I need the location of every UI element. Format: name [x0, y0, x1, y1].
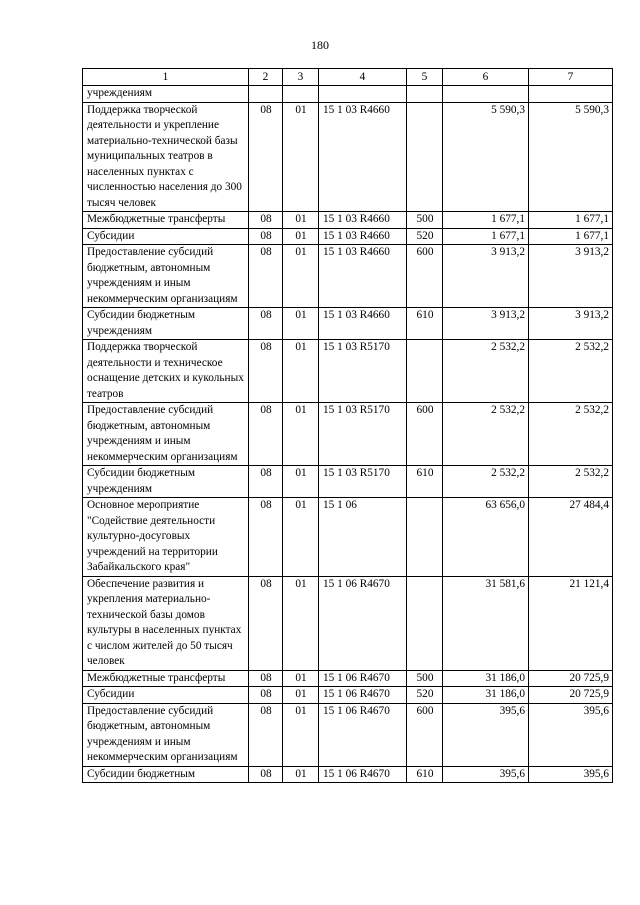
target-article-cell: 15 1 03 R5170 — [319, 340, 407, 403]
table-row — [83, 308, 613, 340]
column-header: 2 — [249, 69, 283, 86]
row-name-cell: Субсидии бюджетным учреждениям — [83, 466, 249, 498]
table-row — [83, 576, 613, 670]
subsection-code-cell: 01 — [283, 703, 319, 766]
expense-type-cell: 500 — [407, 212, 443, 229]
amount-year1-cell: 395,6 — [443, 703, 529, 766]
subsection-code-cell: 01 — [283, 687, 319, 704]
table-header-row — [83, 69, 613, 86]
amount-year2-cell: 2 532,2 — [529, 403, 613, 466]
table-row — [83, 212, 613, 229]
target-article-cell — [319, 86, 407, 103]
page-number: 180 — [311, 38, 329, 52]
subsection-code-cell: 01 — [283, 403, 319, 466]
row-name-cell: Поддержка творческой деятельности и укрепление материально-технической базы муниципальных театров в населенных пунктах с численностью населения до 300 тысяч человек — [83, 102, 249, 212]
expense-type-cell: 610 — [407, 308, 443, 340]
subsection-code-cell: 01 — [283, 466, 319, 498]
expense-type-cell — [407, 498, 443, 577]
amount-year1-cell: 395,6 — [443, 766, 529, 783]
section-code-cell: 08 — [249, 576, 283, 670]
amount-year2-cell: 2 532,2 — [529, 340, 613, 403]
table-row — [83, 687, 613, 704]
amount-year1-cell: 31 186,0 — [443, 687, 529, 704]
section-code-cell: 08 — [249, 212, 283, 229]
target-article-cell: 15 1 06 R4670 — [319, 703, 407, 766]
amount-year2-cell: 5 590,3 — [529, 102, 613, 212]
row-name-cell: Межбюджетные трансферты — [83, 212, 249, 229]
subsection-code-cell: 01 — [283, 308, 319, 340]
subsection-code-cell: 01 — [283, 102, 319, 212]
table-row — [83, 670, 613, 687]
target-article-cell: 15 1 03 R4660 — [319, 245, 407, 308]
amount-year2-cell — [529, 86, 613, 103]
target-article-cell: 15 1 06 R4670 — [319, 687, 407, 704]
row-name-cell: Предоставление субсидий бюджетным, автономным учреждениям и иным некоммерческим организациям — [83, 245, 249, 308]
expense-type-cell: 520 — [407, 228, 443, 245]
amount-year1-cell — [443, 86, 529, 103]
amount-year1-cell: 2 532,2 — [443, 466, 529, 498]
amount-year1-cell: 3 913,2 — [443, 308, 529, 340]
column-header: 3 — [283, 69, 319, 86]
row-name-cell: Поддержка творческой деятельности и техническое оснащение детских и кукольных театров — [83, 340, 249, 403]
target-article-cell: 15 1 06 R4670 — [319, 766, 407, 783]
amount-year2-cell: 2 532,2 — [529, 466, 613, 498]
target-article-cell: 15 1 03 R4660 — [319, 228, 407, 245]
amount-year1-cell: 5 590,3 — [443, 102, 529, 212]
expense-type-cell — [407, 576, 443, 670]
row-name-cell: Межбюджетные трансферты — [83, 670, 249, 687]
target-article-cell: 15 1 03 R4660 — [319, 308, 407, 340]
expense-type-cell: 600 — [407, 403, 443, 466]
expense-type-cell — [407, 102, 443, 212]
expense-type-cell: 600 — [407, 245, 443, 308]
row-name-cell: Субсидии — [83, 687, 249, 704]
section-code-cell: 08 — [249, 466, 283, 498]
column-header: 7 — [529, 69, 613, 86]
target-article-cell: 15 1 03 R4660 — [319, 212, 407, 229]
expense-type-cell: 500 — [407, 670, 443, 687]
target-article-cell: 15 1 06 — [319, 498, 407, 577]
row-name-cell: Основное мероприятие "Содействие деятельности культурно-досуговых учреждений на территории Забайкальского края" — [83, 498, 249, 577]
amount-year1-cell: 31 581,6 — [443, 576, 529, 670]
section-code-cell — [249, 86, 283, 103]
section-code-cell: 08 — [249, 403, 283, 466]
table-row — [83, 466, 613, 498]
amount-year1-cell: 3 913,2 — [443, 245, 529, 308]
expense-type-cell: 610 — [407, 466, 443, 498]
table-row — [83, 86, 613, 103]
expense-type-cell — [407, 86, 443, 103]
column-header: 4 — [319, 69, 407, 86]
target-article-cell: 15 1 03 R5170 — [319, 466, 407, 498]
section-code-cell: 08 — [249, 102, 283, 212]
row-name-cell: Предоставление субсидий бюджетным, автономным учреждениям и иным некоммерческим организациям — [83, 703, 249, 766]
amount-year2-cell: 395,6 — [529, 703, 613, 766]
amount-year2-cell: 21 121,4 — [529, 576, 613, 670]
table-row — [83, 703, 613, 766]
expense-type-cell: 610 — [407, 766, 443, 783]
subsection-code-cell: 01 — [283, 766, 319, 783]
row-name-cell: Субсидии бюджетным — [83, 766, 249, 783]
column-header: 6 — [443, 69, 529, 86]
amount-year2-cell: 1 677,1 — [529, 228, 613, 245]
row-name-cell: учреждениям — [83, 86, 249, 103]
amount-year2-cell: 27 484,4 — [529, 498, 613, 577]
table-row — [83, 766, 613, 783]
subsection-code-cell: 01 — [283, 576, 319, 670]
amount-year2-cell: 1 677,1 — [529, 212, 613, 229]
subsection-code-cell — [283, 86, 319, 103]
subsection-code-cell: 01 — [283, 228, 319, 245]
expense-type-cell: 520 — [407, 687, 443, 704]
expense-type-cell: 600 — [407, 703, 443, 766]
target-article-cell: 15 1 06 R4670 — [319, 576, 407, 670]
table-body — [83, 69, 613, 783]
budget-table — [82, 68, 613, 783]
amount-year1-cell: 2 532,2 — [443, 403, 529, 466]
subsection-code-cell: 01 — [283, 498, 319, 577]
amount-year1-cell: 1 677,1 — [443, 228, 529, 245]
expense-type-cell — [407, 340, 443, 403]
subsection-code-cell: 01 — [283, 212, 319, 229]
section-code-cell: 08 — [249, 228, 283, 245]
section-code-cell: 08 — [249, 703, 283, 766]
amount-year1-cell: 31 186,0 — [443, 670, 529, 687]
column-header: 5 — [407, 69, 443, 86]
table-row — [83, 403, 613, 466]
target-article-cell: 15 1 03 R5170 — [319, 403, 407, 466]
amount-year2-cell: 395,6 — [529, 766, 613, 783]
column-header: 1 — [83, 69, 249, 86]
amount-year1-cell: 1 677,1 — [443, 212, 529, 229]
row-name-cell: Обеспечение развития и укрепления материально-технической базы домов культуры в населенных пунктах с числом жителей до 50 тысяч человек — [83, 576, 249, 670]
table-row — [83, 340, 613, 403]
row-name-cell: Субсидии — [83, 228, 249, 245]
section-code-cell: 08 — [249, 340, 283, 403]
table-row — [83, 102, 613, 212]
row-name-cell: Субсидии бюджетным учреждениям — [83, 308, 249, 340]
subsection-code-cell: 01 — [283, 340, 319, 403]
section-code-cell: 08 — [249, 766, 283, 783]
section-code-cell: 08 — [249, 245, 283, 308]
amount-year2-cell: 3 913,2 — [529, 308, 613, 340]
subsection-code-cell: 01 — [283, 245, 319, 308]
table-row — [83, 245, 613, 308]
amount-year2-cell: 20 725,9 — [529, 687, 613, 704]
section-code-cell: 08 — [249, 670, 283, 687]
table-row — [83, 228, 613, 245]
section-code-cell: 08 — [249, 498, 283, 577]
amount-year1-cell: 2 532,2 — [443, 340, 529, 403]
amount-year1-cell: 63 656,0 — [443, 498, 529, 577]
subsection-code-cell: 01 — [283, 670, 319, 687]
target-article-cell: 15 1 06 R4670 — [319, 670, 407, 687]
amount-year2-cell: 20 725,9 — [529, 670, 613, 687]
table-row — [83, 498, 613, 577]
amount-year2-cell: 3 913,2 — [529, 245, 613, 308]
section-code-cell: 08 — [249, 308, 283, 340]
section-code-cell: 08 — [249, 687, 283, 704]
row-name-cell: Предоставление субсидий бюджетным, автономным учреждениям и иным некоммерческим организациям — [83, 403, 249, 466]
target-article-cell: 15 1 03 R4660 — [319, 102, 407, 212]
